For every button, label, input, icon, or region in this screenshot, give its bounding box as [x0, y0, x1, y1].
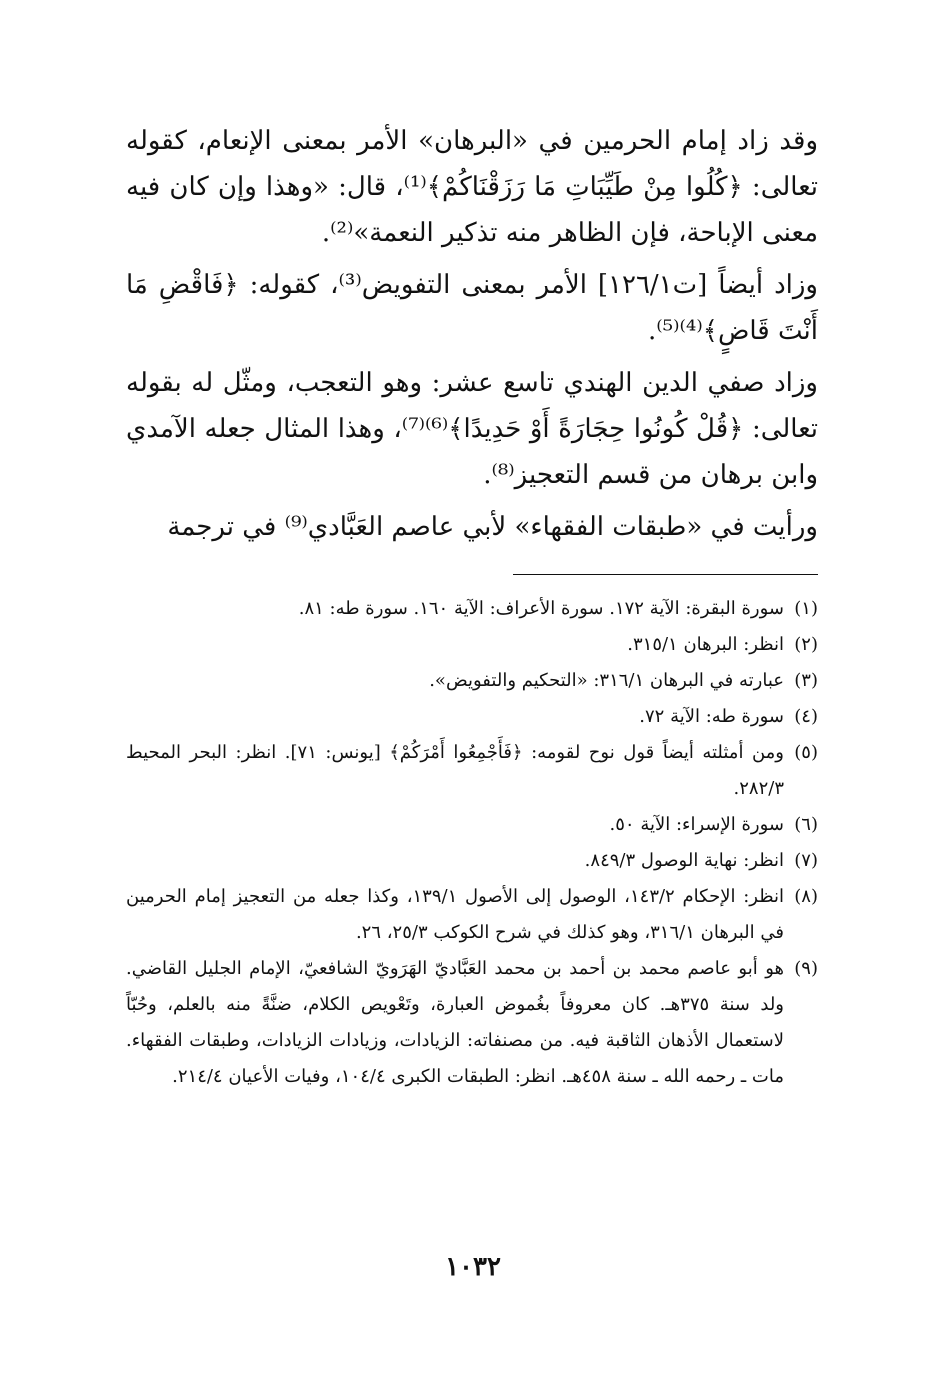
footnote-text: سورة البقرة: الآية ١٧٢. سورة الأعراف: الآية ١٦٠. سورة طه: ٨١.: [298, 598, 784, 619]
footnote-divider: [513, 574, 818, 575]
paragraph: وزاد صفي الدين الهندي تاسع عشر: وهو التعجب، ومثّل له بقوله تعالى: ﴿قُلْ كُونُوا حِجَارَةً أَوْ حَدِيدًا﴾⁽⁶⁾⁽⁷⁾، وهذا المثال جعله الآمدي وابن برهان من قسم التعجيز⁽⁸⁾.: [126, 368, 818, 490]
footnote-text: هو أبو عاصم محمد بن أحمد بن محمد العَبَّاديّ الهَرَويّ الشافعيّ، الإمام الجليل القاضي. ولد سنة ٣٧٥هـ. كان معروفاً بغُموض العبارة، وتَعْويص الكلام، ضنَّةً منه بالعلم، وحُبّاً لاستعمال الأذهان الثاقبة فيه. من مصنفاته: الزيادات، وزيادات الزيادات، وطبقات الفقهاء. مات ـ رحمه الله ـ سنة ٤٥٨هـ. انظر: الطبقات الكبرى ١٠٤/٤، وفيات الأعيان ٢١٤/٤.: [126, 958, 784, 1087]
footnote-text: ومن أمثلته أيضاً قول نوح لقومه: ﴿فَأَجْمِعُوا أَمْرَكُمْ﴾ [يونس: ٧١]. انظر: البحر المحيط ٢٨٢/٣.: [126, 742, 784, 799]
footnote: [126, 699, 818, 735]
footnote: [126, 879, 818, 951]
footnote-number: (٦): [794, 814, 818, 835]
footnote-number: (٥): [794, 742, 818, 763]
footnote: [126, 843, 818, 879]
footnote-text: سورة طه: الآية ٧٢.: [639, 706, 784, 727]
footnote-text: انظر: البرهان ٣١٥/١.: [627, 634, 784, 655]
footnote-number: (١): [794, 598, 818, 619]
footnote-number: (٨): [794, 886, 818, 907]
paragraph: وزاد أيضاً [ت١٢٦/١] الأمر بمعنى التفويض⁽³⁾، كقوله: ﴿فَاقْضِ مَا أَنْتَ قَاضٍ﴾⁽⁴⁾⁽⁵⁾.: [126, 270, 818, 346]
footnote-text: انظر: الإحكام ١٤٣/٢، الوصول إلى الأصول ١٣٩/١، وكذا جعله من التعجيز إمام الحرمين في البرهان ٣١٦/١، وهو كذلك في شرح الكوكب ٢٥/٣، ٢٦.: [126, 886, 784, 943]
paragraph: وقد زاد إمام الحرمين في «البرهان» الأمر بمعنى الإنعام، كقوله تعالى: ﴿كُلُوا مِنْ طَيِّبَاتِ مَا رَزَقْنَاكُمْ﴾⁽¹⁾، قال: «وهذا وإن كان فيه معنى الإباحة، فإن الظاهر منه تذكير النعمة»⁽²⁾.: [126, 126, 818, 248]
footnote: [126, 735, 818, 807]
page-number: ١٠٣٢: [445, 1252, 501, 1282]
footnote-number: (٤): [794, 706, 818, 727]
footnote-number: (٩): [794, 958, 818, 979]
footnote: [126, 951, 818, 1095]
footnote-text: انظر: نهاية الوصول ٨٤٩/٣.: [584, 850, 784, 871]
footnote: [126, 663, 818, 699]
footnote-text: سورة الإسراء: الآية ٥٠.: [609, 814, 784, 835]
footnote: [126, 591, 818, 627]
footnote-number: (٣): [794, 670, 818, 691]
footnote-number: (٢): [794, 634, 818, 655]
footnotes: [126, 591, 818, 1095]
footnote-number: (٧): [794, 850, 818, 871]
footnote: [126, 807, 818, 843]
footnote-text: عبارته في البرهان ٣١٦/١: «التحكيم والتفويض».: [429, 670, 784, 691]
main-text: [126, 118, 818, 550]
footnote: [126, 627, 818, 663]
paragraph: ورأيت في «طبقات الفقهاء» لأبي عاصم العَبَّادي⁽⁹⁾ في ترجمة: [167, 512, 818, 542]
